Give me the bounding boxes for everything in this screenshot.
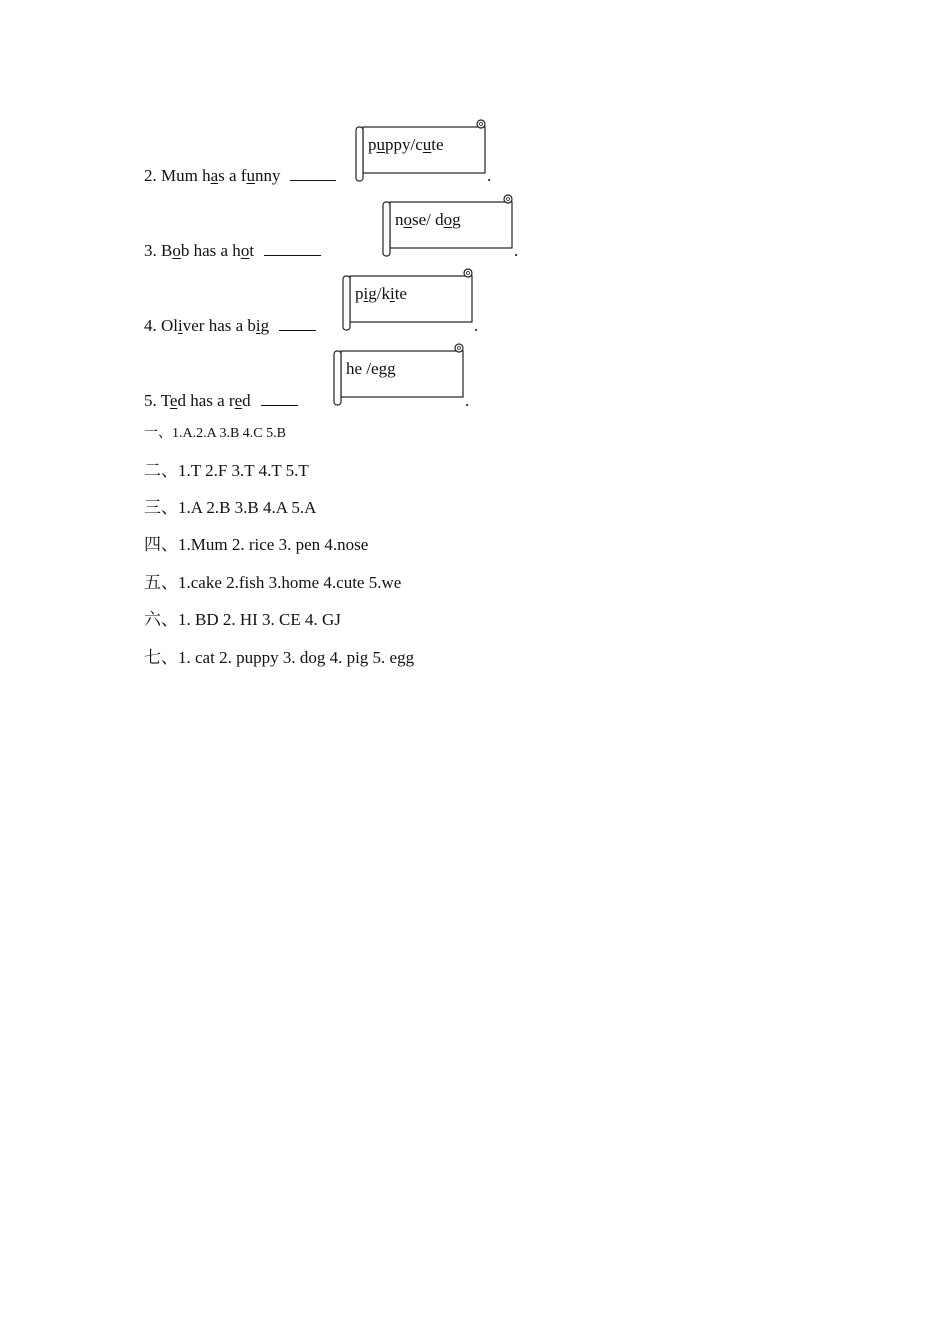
text-run: he /egg — [346, 359, 396, 378]
answer-blank[interactable] — [261, 391, 298, 406]
text-run: d has a r — [177, 391, 235, 410]
text-run: ver has a b — [182, 316, 256, 335]
section-label: 一、 — [144, 426, 172, 441]
text-run: B — [156, 241, 173, 260]
answer-row-3 — [144, 498, 316, 518]
underlined-letter: u — [246, 166, 255, 185]
choice-scroll-3 — [382, 194, 516, 258]
text-run: nny — [254, 166, 281, 185]
underlined-letter: i — [178, 316, 183, 335]
section-label: 五、 — [144, 573, 178, 592]
answer-blank[interactable] — [290, 166, 336, 181]
question-text — [157, 241, 254, 260]
sentence-period: . — [514, 241, 519, 260]
question-number: 3. — [144, 241, 157, 260]
text-run: Mum h — [156, 166, 211, 185]
question-4 — [144, 316, 316, 336]
text-run: ppy/c — [385, 135, 423, 154]
choice-words — [395, 210, 461, 230]
underlined-letter: i — [255, 316, 261, 335]
choice-scroll-5 — [333, 343, 467, 407]
answer-row-7 — [144, 648, 414, 668]
underlined-letter: u — [422, 135, 432, 154]
answer-text: 1. BD 2. HI 3. CE 4. GJ — [178, 610, 341, 629]
text-run: g/k — [368, 284, 390, 303]
answer-row-6 — [144, 610, 341, 630]
text-run: b has a h — [180, 241, 241, 260]
answer-text: 1. cat 2. puppy 3. dog 4. pig 5. egg — [178, 648, 415, 667]
answer-blank[interactable] — [264, 241, 321, 256]
answer-text: 1.T 2.F 3.T 4.T 5.T — [178, 461, 309, 480]
choice-scroll-2 — [355, 119, 489, 183]
section-label: 六、 — [144, 610, 178, 629]
question-3 — [144, 241, 321, 261]
section-label: 七、 — [144, 648, 178, 667]
question-number: 2. — [144, 166, 157, 185]
text-run: p — [368, 135, 377, 154]
text-run: te — [431, 135, 444, 154]
text-run: g — [452, 210, 461, 229]
underlined-letter: e — [169, 391, 178, 410]
answer-text: 1.cake 2.fish 3.home 4.cute 5.we — [178, 573, 402, 592]
underlined-letter: a — [210, 166, 219, 185]
underlined-letter: u — [376, 135, 385, 154]
text-run: T — [156, 391, 170, 410]
underlined-letter: o — [240, 241, 250, 260]
question-2 — [144, 166, 336, 186]
underlined-letter: i — [363, 284, 369, 303]
underlined-letter: i — [389, 284, 395, 303]
section-label: 四、 — [144, 535, 178, 554]
sentence-period: . — [487, 166, 492, 185]
answer-text: 1.A.2.A 3.B 4.C 5.B — [172, 426, 286, 441]
underlined-letter: e — [234, 391, 243, 410]
answer-row-2 — [144, 461, 309, 481]
sentence-period: . — [474, 316, 479, 335]
text-run: Ol — [156, 316, 178, 335]
text-run: se/ d — [412, 210, 444, 229]
question-number: 5. — [144, 391, 157, 410]
question-5 — [144, 391, 298, 411]
choice-scroll-4 — [342, 268, 476, 332]
answer-text: 1.Mum 2. rice 3. pen 4.nose — [178, 535, 369, 554]
text-run: n — [395, 210, 404, 229]
underlined-letter: o — [443, 210, 453, 229]
choice-words — [355, 284, 407, 304]
choice-words — [368, 135, 444, 155]
text-run: p — [355, 284, 364, 303]
answer-row-4 — [144, 535, 368, 555]
question-text — [157, 391, 251, 410]
text-run: s a f — [218, 166, 247, 185]
question-text — [157, 166, 281, 185]
question-number: 4. — [144, 316, 157, 335]
text-run: te — [394, 284, 407, 303]
text-run: g — [260, 316, 270, 335]
sentence-period: . — [465, 391, 470, 410]
answer-blank[interactable] — [279, 316, 316, 331]
answer-row-5 — [144, 573, 401, 593]
question-text — [157, 316, 269, 335]
underlined-letter: o — [403, 210, 412, 229]
answer-text: 1.A 2.B 3.B 4.A 5.A — [178, 498, 317, 517]
text-run: d — [242, 391, 251, 410]
text-run: t — [249, 241, 255, 260]
choice-words — [346, 359, 396, 379]
section-label: 二、 — [144, 461, 178, 480]
answer-row-1 — [144, 424, 286, 444]
underlined-letter: o — [172, 241, 181, 260]
section-label: 三、 — [144, 498, 178, 517]
